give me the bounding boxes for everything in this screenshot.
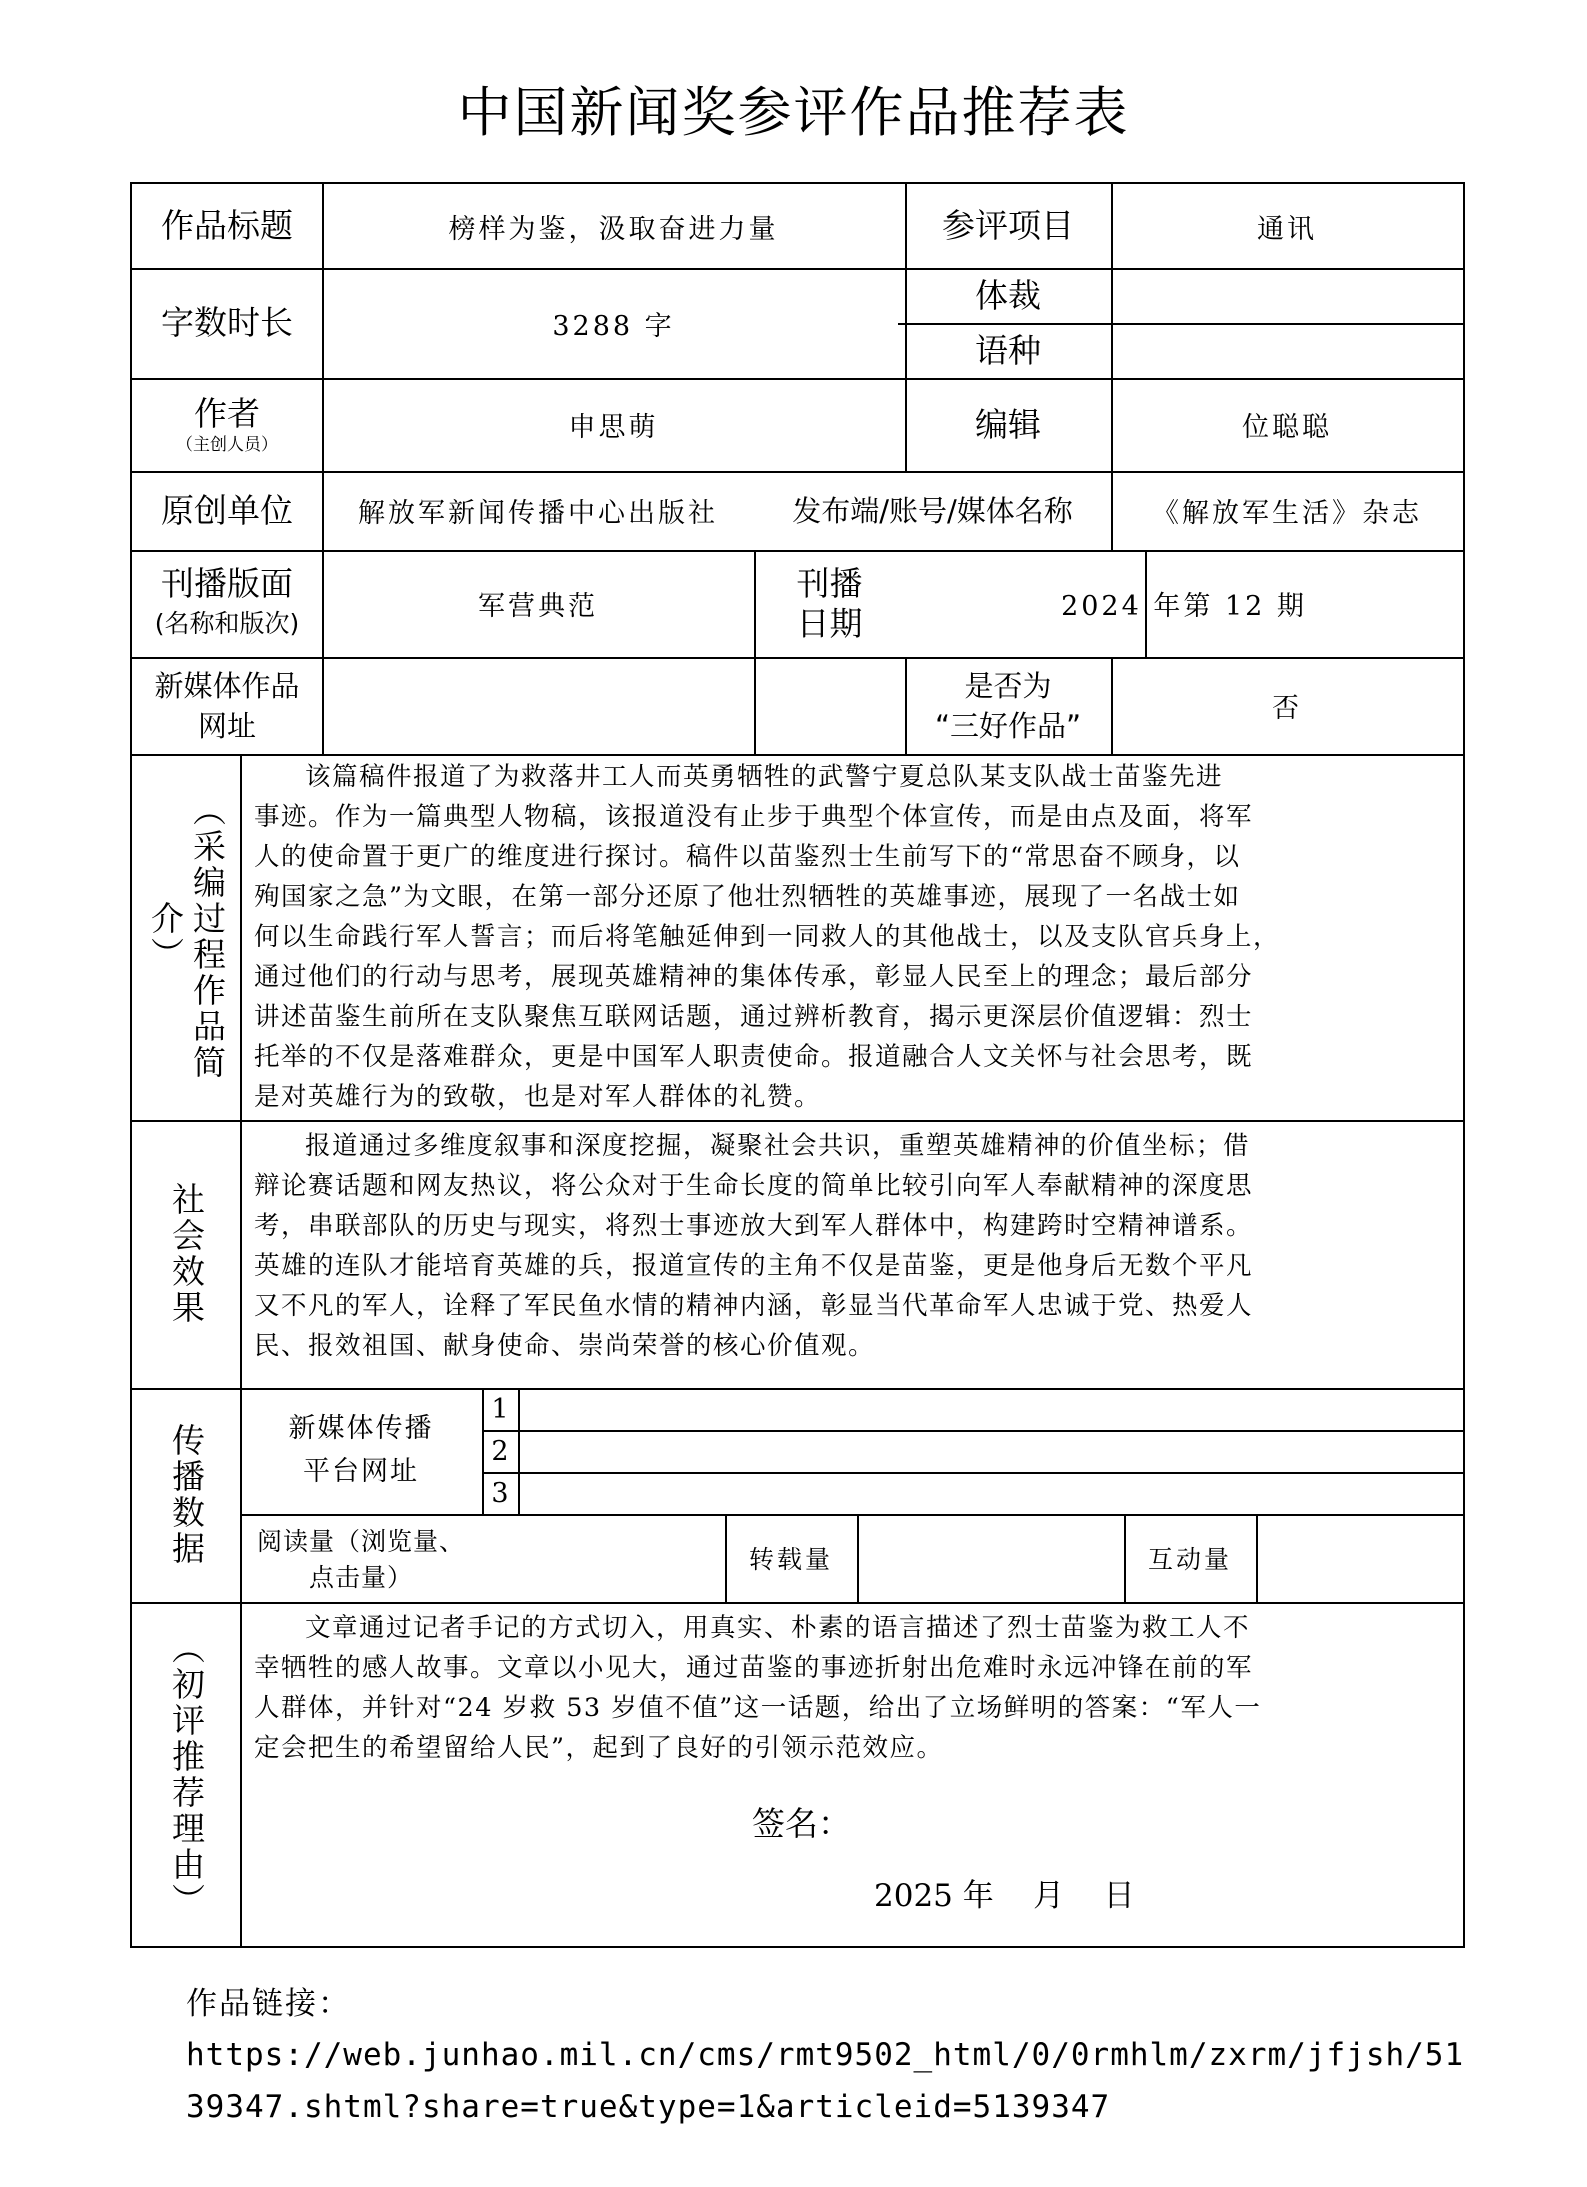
text-line: 又不凡的军人，诠释了军民鱼水情的精神内涵，彰显当代革命军人忠诚于党、热爱人 <box>254 1291 1254 1321</box>
page-label: 刊播版面 <box>161 563 293 603</box>
language-value <box>1111 323 1463 378</box>
text-line: 辩论赛话题和网友热议，将公众对于生命长度的简单比较引向军人奉献精神的深度思 <box>254 1171 1254 1201</box>
col-divider <box>240 754 242 1948</box>
author-label: 作者 <box>194 393 260 433</box>
spread-label-cell <box>132 1388 240 1602</box>
read-label-sub: 点击量） <box>308 1563 413 1592</box>
intro-label: （采编过程作品简介） <box>146 793 227 1081</box>
date-label: 刊播 <box>796 563 863 603</box>
text-line: 考，串联部队的历史与现实，将烈士事迹放大到军人群体中，构建跨时空精神谱系。 <box>254 1211 1254 1241</box>
author-value: 申思萌 <box>568 412 659 443</box>
text-line: 人的使命置于更广的维度进行探讨。稿件以苗鉴烈士生前写下的“常思奋不顾身，以 <box>254 842 1241 872</box>
signature-label: 签名： <box>752 1804 851 1843</box>
genre-label: 体裁 <box>975 275 1041 315</box>
read-label-cell <box>240 1514 482 1602</box>
language-label: 语种 <box>975 330 1041 370</box>
category-value: 通讯 <box>1257 213 1317 245</box>
media-value: 《解放军生活》杂志 <box>1152 498 1422 529</box>
platform-number: 3 <box>491 1477 509 1509</box>
page-label-cell <box>132 550 322 657</box>
good-label-sub: “三好作品” <box>934 708 1082 743</box>
repost-label: 转载量 <box>748 1545 833 1574</box>
review-label: （初评推荐理由） <box>167 1631 206 1919</box>
text-line: 是对英雄行为的致敬，也是对军人群体的礼赞。 <box>254 1082 822 1112</box>
platform-label: 新媒体传播 <box>288 1413 434 1444</box>
effect-label: 社会效果 <box>167 1182 206 1326</box>
row-divider <box>132 754 1463 756</box>
platform-number: 1 <box>491 1393 509 1425</box>
text-line: 该篇稿件报道了为救落井工人而英勇牺牲的武警宁夏总队某支队战士苗鉴先进 <box>305 762 1224 792</box>
review-label-cell <box>132 1602 240 1948</box>
interact-label: 互动量 <box>1147 1545 1232 1574</box>
url-value <box>322 657 905 754</box>
good-value: 否 <box>1272 693 1302 724</box>
text-line: 定会把生的希望留给人民”，起到了良好的引领示范效应。 <box>254 1733 944 1763</box>
author-sub-label: （主创人员） <box>176 434 278 455</box>
link-url-line[interactable]: https://web.junhao.mil.cn/cms/rmt9502_html/0/0rmhlm/zxrm/jfjsh/51 <box>186 2037 1465 2073</box>
read-value <box>482 1514 725 1602</box>
text-line: 讲述苗鉴生前所在支队聚焦互联网话题，通过辨析教育，揭示更深层价值逻辑：烈士 <box>254 1002 1254 1032</box>
repost-value <box>857 1514 1124 1602</box>
row-divider <box>132 1120 1463 1122</box>
spread-label: 传播数据 <box>167 1423 206 1567</box>
genre-value <box>1111 268 1463 323</box>
text-line: 殉国家之急”为文眼，在第一部分还原了他壮烈牺牲的英雄事迹，展现了一名战士如 <box>254 882 1241 912</box>
url-label: 新媒体作品 <box>154 668 300 703</box>
editor-value: 位聪聪 <box>1242 412 1332 443</box>
interact-value <box>1256 1514 1463 1602</box>
page-label-sub: (名称和版次) <box>154 608 300 638</box>
date-label-cell <box>754 550 905 657</box>
good-label: 是否为 <box>964 668 1052 703</box>
category-label: 参评项目 <box>942 206 1074 245</box>
text-line: 托举的不仅是落难群众，更是中国军人职责使命。报道融合人文关怀与社会思考，既 <box>254 1042 1254 1072</box>
length-value: 3288 字 <box>552 310 675 342</box>
editor-label: 编辑 <box>975 404 1041 444</box>
date-value: 2024 年第 12 期 <box>1061 591 1307 622</box>
link-label: 作品链接： <box>186 1986 351 2022</box>
title-label: 作品标题 <box>161 206 293 245</box>
row-divider <box>132 1602 1463 1604</box>
intro-text <box>254 757 1449 1117</box>
platform-number: 2 <box>491 1435 509 1467</box>
date-label-sub: 日期 <box>796 603 863 643</box>
review-date: 2025 年 月 日 <box>874 1878 1135 1914</box>
text-line: 人群体，并针对“24 岁救 53 岁值不值”这一话题，给出了立场鲜明的答案：“军人一 <box>254 1693 1262 1723</box>
form-title: 中国新闻奖参评作品推荐表 <box>457 81 1130 144</box>
text-line: 何以生命践行军人誓言；而后将笔触延伸到一同救人的其他战士，以及支队官兵身上， <box>254 922 1281 952</box>
row-divider <box>482 1430 1463 1432</box>
effect-label-cell <box>132 1120 240 1388</box>
url-label-cell <box>132 657 322 754</box>
text-line: 民、报效祖国、献身使命、崇尚荣誉的核心价值观。 <box>254 1331 876 1361</box>
author-label-cell <box>132 378 322 471</box>
row-divider <box>482 1472 1463 1474</box>
effect-text <box>254 1126 1449 1366</box>
text-line: 事迹。作为一篇典型人物稿，该报道没有止步于典型个体宣传，而是由点及面，将军 <box>254 802 1254 832</box>
text-line: 通过他们的行动与思考，展现英雄精神的集体传承，彰显人民至上的理念；最后部分 <box>254 962 1254 992</box>
title-value: 榜样为鉴，汲取奋进力量 <box>448 213 779 245</box>
intro-label-cell <box>132 754 240 1120</box>
text-line: 文章通过记者手记的方式切入，用真实、朴素的语言描述了烈士苗鉴为救工人不 <box>305 1613 1251 1643</box>
good-label-cell <box>905 657 1111 754</box>
unit-value: 解放军新闻传播中心出版社 <box>358 498 718 529</box>
col-divider <box>518 1388 520 1514</box>
text-line: 英雄的连队才能培育英雄的兵，报道宣传的主角不仅是苗鉴，更是他身后无数个平凡 <box>254 1251 1254 1281</box>
text-line: 幸牺牲的感人故事。文章以小见大，通过苗鉴的事迹折射出危难时永远冲锋在前的军 <box>254 1653 1254 1683</box>
platform-label-sub: 平台网址 <box>303 1456 419 1487</box>
url-label-sub: 网址 <box>197 708 256 743</box>
platform-label-cell <box>240 1388 482 1514</box>
link-url-line[interactable]: 39347.shtml?share=true&type=1&articleid=5139347 <box>186 2089 1111 2125</box>
text-line: 报道通过多维度叙事和深度挖掘，凝聚社会共识，重塑英雄精神的价值坐标；借 <box>305 1131 1251 1161</box>
review-text <box>254 1608 1449 1768</box>
read-label: 阅读量（浏览量、 <box>256 1527 465 1556</box>
media-label: 发布端/账号/媒体名称 <box>792 493 1073 528</box>
length-label: 字数时长 <box>161 303 293 342</box>
page-value: 军营典范 <box>478 591 598 622</box>
recommendation-table <box>130 182 1465 1948</box>
unit-label: 原创单位 <box>161 490 293 530</box>
